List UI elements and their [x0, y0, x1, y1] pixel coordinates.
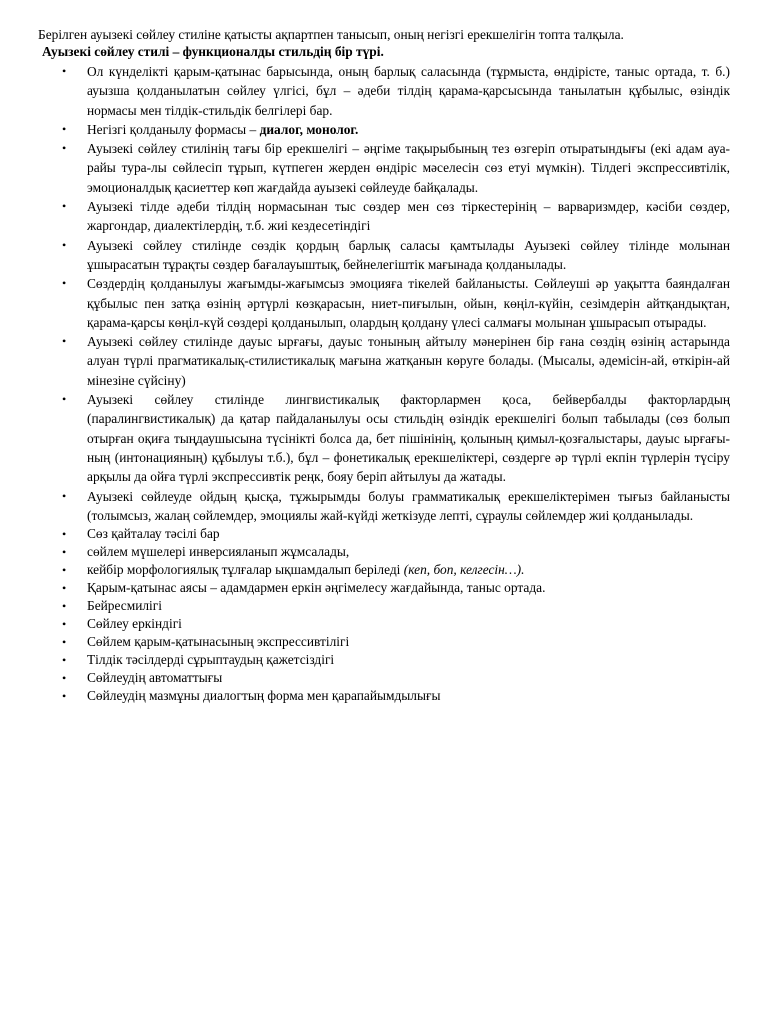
- list-item-text: Сөйлем қарым-қатынасының экспрессивтілігі: [87, 634, 350, 650]
- list-item: [38, 651, 730, 669]
- list-item-text: Бейресмилігі: [87, 598, 162, 614]
- list-item-text: Сөйлеудің автоматтығы: [87, 670, 223, 686]
- bullet-icon: •: [62, 545, 67, 560]
- list-item: [38, 120, 730, 139]
- list-item-bold-text: диалог, монолог.: [259, 121, 359, 137]
- list-item-text: Сөз қайталау тәсілі бар: [87, 526, 220, 542]
- list-item-text: сөйлем мүшелері инверсияланып жұмсалады,: [87, 544, 350, 560]
- list-item: [38, 390, 730, 486]
- bullet-icon: •: [62, 635, 67, 650]
- list-item-text: Ол күнделікті қарым-қатынас барысында, оның барлық саласында (тұрмыста, өндірісте, таныс ортада, т. б.) ауызша қолданылатын сөйлеу үлгісі, бұл – әдеби тілдің қарама-қарсысында танылатын құбылыс, өзіндік нормасы мен тілдік-стильдік белгілері бар.: [87, 64, 730, 118]
- list-item-text: Негізгі қолданылу формасы –: [87, 121, 260, 137]
- bullet-icon: •: [62, 141, 67, 156]
- list-item: [38, 487, 730, 526]
- list-item: [38, 274, 730, 332]
- list-item-text: Сөйлеу еркіндігі: [87, 616, 182, 632]
- list-item-text: Ауызекі сөйлеу стилінде лингвистикалық факторлармен қоса, бейвербалды факторлардың (паралингвистикалық) да қатар пайдаланылуы осы стильдің өзіндік ерекшелігі болып табылады (сөз болып отырған оқиға тыңдаушысына түсінікті болса да, бет пішінінің, қолының қимыл-қозғалыстары, дауыс ырғағы-ның (интонацияның) құбылуы т.б.), бұл – фонетикалық ерекшеліктері, сөздерге әр түрлі екпін түрлерін түсіру арқылы да ойға түрлі экспрессивтік реңк, бояу беріп айтылуы да жатады.: [87, 392, 730, 485]
- list-item: [38, 139, 730, 197]
- bullet-icon: •: [62, 121, 67, 136]
- bullet-icon: •: [62, 581, 67, 596]
- list-item: [38, 525, 730, 543]
- bullet-icon: •: [62, 617, 67, 632]
- bullet-icon: •: [62, 689, 67, 704]
- list-item: [38, 687, 730, 705]
- list-item: [38, 669, 730, 687]
- bullet-list: [38, 62, 730, 705]
- bullet-icon: •: [62, 334, 67, 349]
- list-item: [38, 62, 730, 120]
- list-item: [38, 332, 730, 390]
- list-item-text: Тілдік тәсілдерді сұрыптаудың қажетсіздігі: [87, 652, 335, 668]
- list-item-italic-text: (кеп, боп, келгесін…).: [403, 562, 525, 578]
- list-item-text: Сөйлеудің мазмұны диалогтың форма мен қарапайымдылығы: [87, 688, 441, 704]
- list-item-text: Ауызекі сөйлеу стилінде дауыс ырғағы, дауыс тонының айтылу мәнерінен бір ғана сөздің өзінің астарында алуан түрлі прагматикалық-стилистикалық мағына жатқанын көруге болады. (Мысалы, әдемісін-ай, өткірін-ай мінезіне сүйсіну): [87, 334, 730, 388]
- bullet-icon: •: [62, 64, 67, 78]
- list-item: [38, 197, 730, 236]
- list-item: [38, 543, 730, 561]
- list-item: [38, 579, 730, 597]
- bullet-icon: •: [62, 276, 67, 291]
- bullet-icon: •: [62, 671, 67, 686]
- intro-instruction: Берілген ауызекі сөйлеу стиліне қатысты ақпартпен танысып, оның негізгі ерекшелігін топта талқыла.: [38, 27, 624, 42]
- bullet-icon: •: [62, 392, 67, 407]
- bullet-icon: •: [62, 237, 67, 252]
- bullet-icon: •: [62, 599, 67, 614]
- list-item: [38, 633, 730, 651]
- list-item-text: Ауызекі тілде әдеби тілдің нормасынан тыс сөздер мен сөз тіркестерінің – варваризмдер, кәсіби сөздер, жаргондар, диалектілердің, т.б. жиі кездесетіндігі: [87, 199, 730, 234]
- list-item-text: Ауызекі сөйлеу стилінде сөздік қордың барлық саласы қамтылады Ауызекі сөйлеу тілінде молынан ұшырасатын тұрақты сөздер бағалауыштық, бейнелегіштік мағынада қолданылады.: [87, 237, 730, 272]
- list-item: [38, 615, 730, 633]
- list-item: [38, 597, 730, 615]
- bullet-icon: •: [62, 563, 67, 578]
- list-item: [38, 561, 730, 579]
- list-item: [38, 236, 730, 275]
- list-item-text: Сөздердің қолданылуы жағымды-жағымсыз эмоцияға тікелей байланысты. Сөйлеуші әр уақытта баяндалған құбылыс пен затқа өзінің әртүрлі көзқарасын, ниет-пиғылын, ойын, көңіл-күйін, сезімдерін айтқандықтан, қарама-қарсы көңіл-күй сөздері қолданылып, олардың қолдану үлесі салмағы молынан ұшырасып отырады.: [87, 276, 730, 330]
- bullet-icon: •: [62, 488, 67, 503]
- bullet-icon: •: [62, 653, 67, 668]
- list-item-text: Ауызекі сөйлеуде ойдың қысқа, тұжырымды болуы грамматикалық ерекшеліктерімен тығыз байланысты (толымсыз, жалаң сөйлемдер, эмоциялы жай-күйді жеткізуде лепті, сұраулы сөйлемдер жиі қолданылады.: [87, 488, 730, 523]
- bullet-icon: •: [62, 527, 67, 542]
- list-item-text: Қарым-қатынас аясы – адамдармен еркін әңгімелесу жағдайында, таныс ортада.: [87, 580, 546, 596]
- list-item-text: Ауызекі сөйлеу стилінің тағы бір ерекшелігі – әңгіме тақырыбының тез өзгеріп отыратындығы (екі адам ауа-райы тура-лы сөйлесіп тұрып, күтпеген жерден өндіріс мәселесін сөз етуі мүмкін). Тілдегі экспрессивтілік, эмоционалдық қасиеттер көп жағдайда ауызекі сөйлеуде байқалады.: [87, 141, 730, 195]
- section-heading: Ауызекі сөйлеу стилі – функционалды стильдің бір түрі.: [42, 44, 384, 59]
- bullet-icon: •: [62, 199, 67, 214]
- list-item-text: кейбір морфологиялық тұлғалар ықшамдалып беріледі: [87, 562, 404, 578]
